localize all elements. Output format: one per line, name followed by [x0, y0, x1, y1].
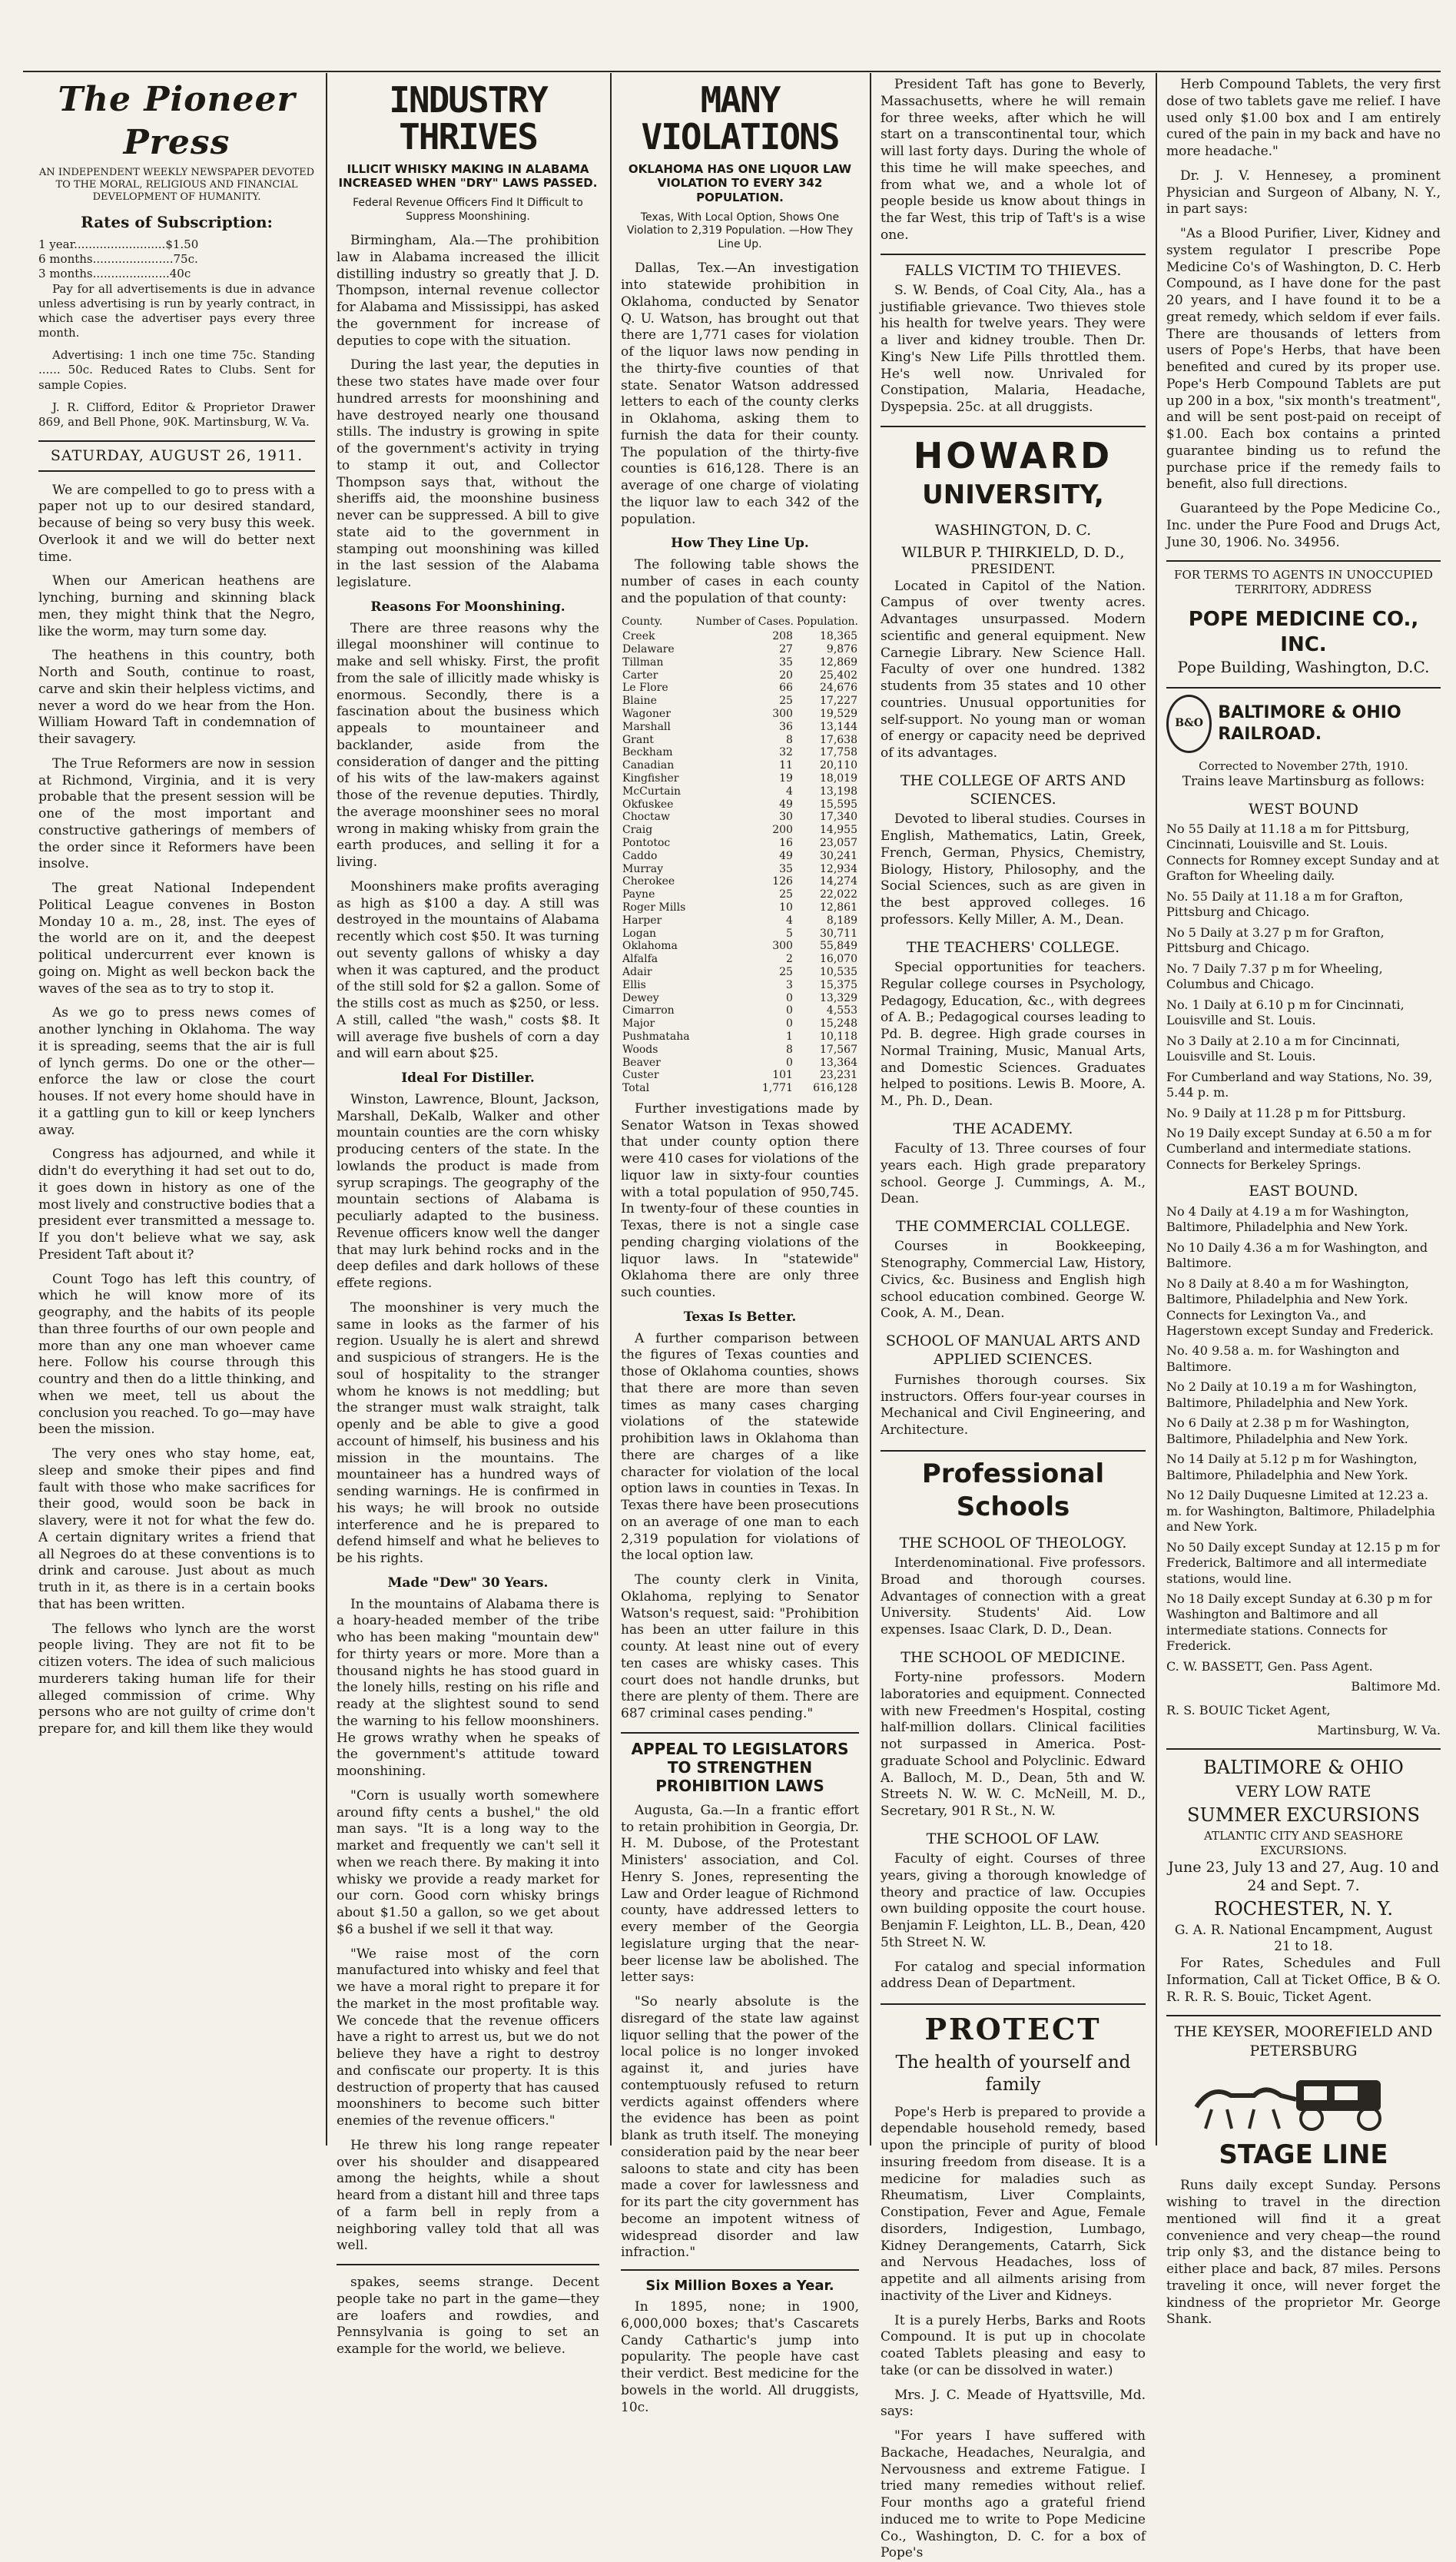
table-cell: 27: [779, 643, 793, 656]
table-cell: Blaine: [622, 695, 657, 708]
table-row: [621, 979, 859, 992]
health-subheading: The health of yourself and family: [895, 2052, 1131, 2096]
table-cell: Canadian: [622, 759, 675, 772]
agent-city: Martinsburg, W. Va.: [1317, 1723, 1441, 1738]
school-heading: THE ACADEMY.: [953, 1120, 1073, 1137]
table-cell: Murray: [622, 862, 663, 875]
table-cell: 17,638: [820, 733, 857, 746]
article-paragraph: President Taft has gone to Beverly, Massachusetts, where he will remain for three weeks, after which he will start on a transcontinental tour, which will last forty days. During the whole of this time he will make speeches, and from what we, and a whole lot of people beside us know about things in the far West, this trip of Taft's is a wise one.: [881, 77, 1146, 243]
west-bound-heading: WEST BOUND: [1249, 800, 1358, 818]
timetable-corrected: Corrected to November 27th, 1910.: [1199, 758, 1408, 773]
president-name: WILBUR P. THIRKIELD, D. D.,: [901, 543, 1125, 561]
table-row: [621, 1017, 859, 1030]
table-cell: 616,128: [813, 1082, 857, 1095]
train-entry: No 12 Daily Duquesne Limited at 12.23 a. m. for Washington, Baltimore, Philadelphia and New York.: [1166, 1488, 1435, 1535]
table-cell: 19,529: [820, 708, 857, 721]
table-row: [621, 850, 859, 863]
table-cell: 208: [772, 630, 793, 643]
table-row: [621, 682, 859, 695]
table-cell: 13,364: [820, 1056, 857, 1069]
train-entry: No 19 Daily except Sunday at 6.50 a m for Cumberland and intermediate stations. Connects for Berkeley Springs.: [1166, 1125, 1431, 1172]
table-cell: 49: [779, 849, 793, 862]
table-cell: 25: [779, 888, 793, 901]
agent-name: C. W. BASSETT, Gen. Pass Agent.: [1166, 1658, 1373, 1674]
table-cell: 15,375: [820, 978, 857, 991]
table-cell: Beckham: [622, 746, 673, 759]
timetable-intro: Trains leave Martinsburg as follows:: [1182, 773, 1425, 789]
table-cell: Carter: [622, 669, 658, 682]
ad-paragraph: Herb Compound Tablets, the very first dose of two tablets gave me relief. I have used only $1.00 box and I am entirely cured of the pain in my back and have no more headache.": [1166, 77, 1441, 159]
table-header-row: [621, 615, 859, 630]
table-cell: 14,955: [820, 824, 857, 837]
table-cell: 16: [779, 837, 793, 849]
table-row: [621, 914, 859, 928]
table-row: [621, 966, 859, 979]
subheading: Made "Dew" 30 Years.: [387, 1575, 549, 1591]
bo-railroad-name: BALTIMORE & OHIO RAILROAD.: [1218, 702, 1401, 744]
headline: MANY VIOLATIONS: [641, 79, 839, 158]
ad-paragraph: Interdenominational. Five professors. Broad and thorough courses. Advantages of connection with a great University. Students' Aid. Low expenses. Isaac Clark, D. D., Dean.: [881, 1555, 1146, 1638]
train-entry: No. 7 Daily 7.37 p m for Wheeling, Columbus and Chicago.: [1166, 961, 1383, 992]
ad-paragraph: For catalog and special information address Dean of Department.: [881, 1959, 1146, 1992]
article-paragraph: The county clerk in Vinita, Oklahoma, replying to Senator Watson's request, said: "Prohibition has been an utter failure in this county. At least nine out of every ten cases are whisky cases. This court does not handle drunks, but there are plenty of them. There are 687 criminal cases pending.": [621, 1572, 859, 1722]
table-cell: Roger Mills: [622, 901, 686, 914]
subheading: FALLS VICTIM TO THIEVES.: [881, 254, 1146, 280]
table-cell: Alfalfa: [622, 953, 658, 966]
rate-3-months: 3 months.....................40c: [38, 267, 191, 281]
table-cell: 18,365: [820, 630, 857, 643]
table-cell: 55,849: [820, 940, 857, 953]
summer-excursions: SUMMER EXCURSIONS: [1187, 1804, 1420, 1827]
school-heading: SCHOOL OF MANUAL ARTS AND APPLIED SCIENCES.: [885, 1332, 1141, 1369]
ad-paragraph: For Rates, Schedules and Full Information, Call at Ticket Office, B & O. R. R. R. S. Bouic, Ticket Agent.: [1166, 1956, 1441, 2005]
train-entry: No 50 Daily except Sunday at 12.15 p m for Frederick, Baltimore and all intermediate stations, would line.: [1166, 1539, 1440, 1586]
table-cell: 13,329: [820, 991, 857, 1004]
subheading: Ideal For Distiller.: [401, 1070, 535, 1087]
editorial-paragraph: As we go to press news comes of another lynching in Oklahoma. The way it is spreading, seems that the air is full of lynch germs. Do one or the other—enforce the law or close the court houses. If not every home should have in it a gattling gun to kill or keep lynchers away.: [38, 1005, 315, 1138]
train-entry: No. 9 Daily at 11.28 p m for Pittsburg.: [1166, 1105, 1406, 1120]
table-row: [621, 953, 859, 966]
protect-heading: PROTECT: [881, 2003, 1146, 2049]
column-rule: [326, 73, 327, 2146]
editorial-paragraph: Count Togo has left this country, of which he will know more of its geography, and the habits of its people than three fourths of our own people and more than any one man whoever came here. Follow his course through this country and then do a little thinking, and when we meet, tell us about the conclusion you reached. To go—may have been the mission.: [38, 1271, 315, 1438]
table-total-row: [621, 1082, 859, 1095]
article-paragraph: In the mountains of Alabama there is a hoary-headed member of the tribe who has been making "mountain dew" for thirty years or more. More than a thousand nights he has stood guard in the lonely hills, resting on his rifle and ready at the slightest sound to send the warning to his fellow moonshiners. He grows wrathy when he speaks of the government's attitude toward moonshining.: [337, 1596, 599, 1780]
ad-paragraph: Special opportunities for teachers. Regular college courses in Psychology, Pedagogy, Education, &c., with degrees of A. B.; Pedagogical courses leading to Pd. B. degree. High grade courses in Normal Training, Music, Manual Arts, and Domestic Sciences. Graduates helped to positions. Lewis B. Moore, A. M., Ph. D., Dean.: [881, 960, 1146, 1110]
table-cell: 32: [779, 746, 793, 759]
table-row: [621, 630, 859, 643]
train-entry: For Cumberland and way Stations, No. 39, 5.44 p. m.: [1166, 1069, 1433, 1100]
editorial-paragraph: We are compelled to go to press with a paper not up to our desired standard, because of being so very busy this week. Overlook it and we will do better next time.: [38, 482, 315, 565]
table-cell: Ellis: [622, 978, 646, 991]
train-entry: No 55 Daily at 11.18 a m for Pittsburg, Cincinnati, Louisville and St. Louis. Connects for Romney except Sunday and at Grafton for Wheeling daily.: [1166, 821, 1439, 884]
train-entry: No. 55 Daily at 11.18 a m for Grafton, Pittsburg and Chicago.: [1166, 888, 1404, 920]
editorial-paragraph: Congress has adjourned, and while it didn't do everything it had set out to do, it goes down in history as one of the most lively and constructive bodies that a president ever transmitted a message to. If you don't believe what we say, ask President Taft about it?: [38, 1147, 315, 1263]
ad-paragraph: Furnishes thorough courses. Six instructors. Offers four-year courses in Mechanical and Civil Engineering, and Architecture.: [881, 1372, 1146, 1439]
train-entry: No 14 Daily at 5.12 p m for Washington, Baltimore, Philadelphia and New York.: [1166, 1452, 1418, 1482]
article-paragraph: There are three reasons why the illegal moonshiner will continue to make and sell whisky. First, the profit from the sale of illicitly made whisky is enormous. Secondly, there is a fascination about the business which appeals to mountaineer and backlander, aside from the consideration of danger and the pitting of his wits of the law-makers against those of the revenue deputies. Thirdly, the average moonshiner sees no moral wrong in making whisky from grain the earth produces, and selling it for a living.: [337, 620, 599, 871]
top-rule: [23, 71, 1441, 72]
table-cell: Dewey: [622, 991, 659, 1004]
column-industry-thrives: [329, 77, 607, 2358]
advertising-rates: Advertising: 1 inch one time 75c. Standing ...... 50c. Reduced Rates to Clubs. Sent for sample Copies.: [38, 348, 315, 392]
issue-date: SATURDAY, AUGUST 26, 1911.: [38, 440, 315, 471]
train-entry: No. 1 Daily at 6.10 p m for Cincinnati, Louisville and St. Louis.: [1166, 997, 1405, 1028]
table-cell: 4: [786, 785, 793, 798]
table-cell: 15,248: [820, 1017, 857, 1030]
table-cell: Craig: [622, 824, 653, 837]
school-heading: THE SCHOOL OF THEOLOGY.: [899, 1534, 1127, 1551]
university-heading: UNIVERSITY,: [922, 479, 1104, 510]
subdeck: Federal Revenue Officers Find It Difficult to Suppress Moonshining.: [353, 197, 583, 223]
article-paragraph: Dallas, Tex.—An investigation into statewide prohibition in Oklahoma, conducted by Senator Q. U. Watson, has brought out that there are 1,771 cases for violation of the liquor laws now pending in the thirty-five counties of that state. Senator Watson addressed letters to each of the county clerks in Oklahoma, asking them to furnish the data for their county. The population of the thirty-five counties is 616,128. There is an average of one charge of violating the liquor law to each 342 of the population.: [621, 261, 859, 527]
headline: INDUSTRY THRIVES: [389, 79, 547, 158]
subheading: Texas Is Better.: [683, 1309, 797, 1325]
table-row: [621, 669, 859, 682]
table-cell: 17,758: [820, 746, 857, 759]
appeal-headline: APPEAL TO LEGISLATORS TO STRENGTHEN PROHIBITION LAWS: [621, 1732, 859, 1795]
low-rate: VERY LOW RATE: [1235, 1782, 1371, 1801]
table-cell: 25,402: [820, 669, 857, 682]
ad-paragraph: Devoted to liberal studies. Courses in English, Mathematics, Latin, Greek, French, German, Physics, Chemistry, Biology, History, Philosophy, and the Social Sciences, such as are given in the best approved colleges. 16 professors. Kelly Miller, A. M., Dean.: [881, 811, 1146, 928]
table-cell: 19: [779, 772, 793, 785]
table-cell: 8,189: [826, 914, 857, 927]
table-row: [621, 1069, 859, 1082]
table-cell: McCurtain: [622, 785, 682, 798]
table-cell: 25: [779, 695, 793, 708]
table-cell: Cimarron: [622, 1004, 675, 1017]
table-cell: 300: [772, 940, 793, 953]
ad-paragraph: Located in Capitol of the Nation. Campus of over twenty acres. Advantages unsurpassed. Modern scientific and general equipment. New Carnegie Library. New Science Hall. Faculty of over one hundred. 1382 students from 35 states and 10 other countries. Unusual opportunities for self-support. No young man or woman of energy or capacity need be deprived of its advantages.: [881, 578, 1146, 762]
table-header: Population.: [796, 616, 858, 629]
ad-paragraph: Forty-nine professors. Modern laboratories and equipment. Connected with new Freedmen's Hospital, costing half-million dollars. Clinical facilities not surpassed in America. Post-graduate School and Polyclinic. Edward A. Balloch, M. D., Dean, 5th and W. Streets N. W. W. C. McNeill, M. D., Secretary, 901 R St., N. W.: [881, 1670, 1146, 1820]
table-cell: Tillman: [622, 655, 664, 669]
table-cell: 30,711: [820, 927, 857, 940]
table-header: County.: [622, 616, 663, 629]
train-entry: No 8 Daily at 8.40 a m for Washington, Baltimore, Philadelphia and New York. Connects for Lexington Va., and Hagerstown except Sunday and Frederick.: [1166, 1276, 1434, 1338]
atlantic-city: ATLANTIC CITY AND SEASHORE EXCURSIONS.: [1204, 1828, 1403, 1857]
table-cell: Logan: [622, 927, 657, 940]
article-paragraph: Augusta, Ga.—In a frantic effort to retain prohibition in Georgia, Dr. H. M. Dubose, of the Protestant Ministers' association, and Col. Henry S. Jones, representing the Law and Order league of Richmond county, have addressed letters to every member of the Georgia legislature urging that the near-beer license law be abolished. The letter says:: [621, 1802, 859, 1986]
rate-6-months: 6 months......................75c.: [38, 252, 198, 267]
table-cell: 101: [772, 1069, 793, 1082]
masthead: The Pioneer Press: [58, 80, 296, 163]
agent-city: Baltimore Md.: [1351, 1679, 1441, 1694]
table-row: [621, 785, 859, 798]
train-entry: No 6 Daily at 2.38 p m for Washington, Baltimore, Philadelphia and New York.: [1166, 1415, 1410, 1446]
train-entry: No 5 Daily at 3.27 p m for Grafton, Pittsburg and Chicago.: [1166, 924, 1385, 956]
agents-note: FOR TERMS TO AGENTS IN UNOCCUPIED TERRITORY, ADDRESS: [1166, 560, 1441, 597]
table-cell: 0: [786, 991, 793, 1004]
table-cell: Le Flore: [622, 682, 668, 695]
ad-paragraph: Pope's Herb is prepared to provide a dependable household remedy, based upon the principle of purity of blood insuring freedom from disease. It is a medicine for maladies such as Rheumatism, Liver Complaints, Constipation, Fever and Ague, Female disorders, Indigestion, Lumbago, Kidney Derangements, Catarrh, Sick and Nervous Headaches, loss of appetite and all ailments arising from inactivity of the Liver and Kidneys.: [881, 2104, 1146, 2304]
table-row: [621, 1004, 859, 1017]
table-cell: Wagoner: [622, 708, 671, 721]
column-rule: [870, 73, 871, 2146]
table-row: [621, 734, 859, 747]
school-heading: THE TEACHERS' COLLEGE.: [906, 938, 1120, 956]
table-cell: 23,231: [820, 1069, 857, 1082]
column-rule: [1156, 73, 1157, 2146]
table-row: [621, 1057, 859, 1070]
column-many-violations: [613, 77, 867, 2415]
ad-paragraph: Guaranteed by the Pope Medicine Co., Inc. under the Pure Food and Drugs Act, June 30, 1906. No. 34956.: [1166, 501, 1441, 550]
rate-year: 1 year.........................$1.50: [38, 237, 199, 251]
table-cell: 66: [779, 682, 793, 695]
school-heading: THE COMMERCIAL COLLEGE.: [895, 1218, 1131, 1236]
ad-paragraph: Mrs. J. C. Meade of Hyattsville, Md. says:: [881, 2387, 1146, 2420]
table-cell: Caddo: [622, 849, 658, 862]
article-paragraph: "We raise most of the corn manufactured into whisky and feel that we have a moral right to prepare it for the market in the most profitable way. We concede that the revenue officers have a right to arrest us, but we do not believe they have a right to destroy and confiscate our property. It is this destruction of property that has caused moonshiners to become such bitter enemies of the revenue officers.": [337, 1946, 599, 2129]
table-cell: 10: [779, 901, 793, 914]
county-table: [621, 615, 859, 1095]
table-cell: 30: [779, 811, 793, 824]
ad-paragraph: It is a purely Herbs, Barks and Roots Compound. It is put up in chocolate coated Tablets pleasing and easy to take (or can be dissolved in water.): [881, 2312, 1146, 2378]
train-entry: No. 40 9.58 a. m. for Washington and Baltimore.: [1166, 1343, 1400, 1374]
table-cell: 12,861: [820, 901, 857, 914]
column-howard-university: [873, 77, 1153, 2561]
table-cell: 0: [786, 1017, 793, 1030]
table-cell: 30,241: [820, 849, 857, 862]
column-editorial: [31, 74, 323, 2146]
table-cell: Okfuskee: [622, 798, 674, 811]
table-row: [621, 1030, 859, 1044]
table-cell: 0: [786, 1004, 793, 1017]
table-cell: 14,274: [820, 875, 857, 888]
president-title: PRESIDENT.: [970, 561, 1056, 577]
table-cell: 35: [779, 862, 793, 875]
ad-paragraph: Runs daily except Sunday. Persons wishing to travel in the direction mentioned will find it a great convenience and very cheap—the round trip only $3, and the distance being to either place and back, 87 miles. Persons traveling it once, will never forget the kindness of the proprietor Mr. George Shank.: [1166, 2178, 1441, 2328]
table-cell: 12,934: [820, 862, 857, 875]
train-entry: No 3 Daily at 2.10 a m for Cincinnati, Louisville and St. Louis.: [1166, 1033, 1401, 1064]
table-cell: 49: [779, 798, 793, 811]
table-row: [621, 798, 859, 811]
train-entry: No 10 Daily 4.36 a m for Washington, and Baltimore.: [1166, 1240, 1428, 1271]
table-cell: 126: [772, 875, 793, 888]
table-cell: Oklahoma: [622, 940, 678, 953]
school-heading: THE COLLEGE OF ARTS AND SCIENCES.: [900, 772, 1126, 808]
table-cell: 4: [786, 914, 793, 927]
table-cell: Creek: [622, 630, 655, 643]
table-cell: Choctaw: [622, 811, 670, 824]
masthead-subtitle: AN INDEPENDENT WEEKLY NEWSPAPER DEVOTED TO THE MORAL, RELIGIOUS AND FINANCIAL DEVELOPMENT OF HUMANITY.: [38, 166, 315, 204]
east-bound-list: [1166, 1204, 1441, 1654]
gar-encampment: G. A. R. National Encampment, August 21 to 18.: [1174, 1922, 1433, 1955]
table-row: [621, 656, 859, 669]
table-cell: 1,771: [761, 1082, 793, 1095]
table-cell: 200: [772, 824, 793, 837]
rates-note: Pay for all advertisements is due in advance unless advertising is run by yearly contract, in which case the advertiser pays every three month.: [38, 281, 315, 340]
table-cell: 10,118: [820, 1030, 857, 1043]
table-cell: 22,022: [820, 888, 857, 901]
deck: ILLICIT WHISKY MAKING IN ALABAMA INCREASED WHEN "DRY" LAWS PASSED.: [338, 161, 598, 191]
subheading: How They Line Up.: [671, 536, 809, 552]
bo-seal-icon: B&O: [1166, 695, 1212, 753]
rates-heading: Rates of Subscription:: [81, 213, 273, 232]
article-paragraph: Further investigations made by Senator Watson in Texas showed that under county option there were 410 cases for violations of the liquor law in sixty-four counties with a total population of 950,745. In twenty-four of these counties in Texas, there is not a single case pending charging violations of the liquor laws. In "statewide" Oklahoma there are only three such counties.: [621, 1100, 859, 1301]
article-paragraph: A further comparison between the figures of Texas counties and those of Oklahoma counties, shows that there are more than seven times as many cases charging violations of the statewide prohibition laws in Oklahoma than there are charges of a like character for violation of the local option laws in counties in Texas. In Texas there have been prosecutions on an average of one man to each 2,319 population for violations of the local option law.: [621, 1330, 859, 1564]
table-cell: 15,595: [820, 798, 857, 811]
table-cell: 17,340: [820, 811, 857, 824]
editorial-paragraph: The very ones who stay home, eat, sleep and smoke their pipes and find fault with those who make sacrifices for their good, would soon be back in slavery, were it not for what the few do. A certain dignitary writes a friend that all Negroes do at these conventions is to drink and carouse. Just about as much truth in it, as there is in a certain books that has been written.: [38, 1446, 315, 1612]
table-cell: Grant: [622, 733, 654, 746]
table-cell: Cherokee: [622, 875, 675, 888]
table-body: [621, 630, 859, 1082]
ad-paragraph: Courses in Bookkeeping, Stenography, Commercial Law, History, Civics, &c. Business and English high school education combined. George W. Cook, A. M., Dean.: [881, 1239, 1146, 1322]
editorial-paragraph: When our American heathens are lynching, burning and skinning black men, they might think that the Negro, like the worm, may turn some day.: [38, 573, 315, 639]
table-cell: Major: [622, 1017, 655, 1030]
article-paragraph: Moonshiners make profits averaging as high as $100 a day. A still was destroyed in the mountains of Alabama recently which cost $50. It was turning out seventy gallons of whisky a day when it was captured, and the product of the still sold for $2 a gallon. Some of the stills cost as much as $250, or less. A still, called "the wash," costs $8. It will average five bushels of corn a day and will earn about $25.: [337, 878, 599, 1062]
table-cell: 16,070: [820, 953, 857, 966]
table-row: [621, 940, 859, 953]
table-cell: 11: [779, 759, 793, 772]
table-cell: 5: [786, 927, 793, 940]
table-row: [621, 888, 859, 901]
column-railroad: [1159, 77, 1448, 2328]
table-cell: 20: [779, 669, 793, 682]
pope-medicine-name: POPE MEDICINE CO., INC.: [1188, 607, 1419, 656]
table-row: [621, 928, 859, 941]
table-cell: 17,567: [820, 1043, 857, 1056]
table-cell: Marshall: [622, 720, 671, 733]
table-cell: Beaver: [622, 1056, 661, 1069]
table-cell: 4,553: [826, 1004, 857, 1017]
table-row: [621, 811, 859, 824]
table-cell: 13,198: [820, 785, 857, 798]
table-cell: 35: [779, 655, 793, 669]
article-paragraph: The following table shows the number of cases in each county and the population of that county:: [621, 557, 859, 606]
article-paragraph: spakes, seems strange. Decent people take no part in the game—they are loafers and rowdies, and Pennsylvania is going to set an example for the world, we believe.: [337, 2275, 599, 2358]
table-cell: 2: [786, 953, 793, 966]
table-row: [621, 1044, 859, 1057]
table-cell: Adair: [622, 965, 652, 978]
article-paragraph: "So nearly absolute is the disregard of the state law against liquor selling that the power of the local police is no longer invoked against it, and juries have contemptuously refused to return verdicts against offenders where the evidence has been as point blank as truth itself. The moneying consideration paid by the near beer saloons to state and city has been made a cover for lawlessness and for its part the city government has become an impotent witness of widespread disorder and law infraction.": [621, 1994, 859, 2261]
table-cell: 3: [786, 978, 793, 991]
table-cell: 0: [786, 1056, 793, 1069]
article-paragraph: "Corn is usually worth somewhere around fifty cents a bushel," the old man says. "It is a long way to the market and frequently we can't sell it when we reach there. By making it into whisky we provide a ready market for our corn. Good corn whisky brings about $1.50 a gallon, so we get about $6 a bushel if we sell it that way.: [337, 1787, 599, 1937]
table-cell: 8: [786, 1043, 793, 1056]
column-rule: [610, 73, 612, 2146]
article-paragraph: Birmingham, Ala.—The prohibition law in Alabama increased the illicit distilling industry so greatly that J. D. Thompson, internal revenue collector for Alabama and Mississippi, has asked the government for increase of deputies to cope with the situation.: [337, 233, 599, 349]
ad-paragraph: Faculty of 13. Three courses of four years each. High grade preparatory school. George J. Cummings, A. M., Dean.: [881, 1141, 1146, 1207]
school-heading: THE SCHOOL OF MEDICINE.: [900, 1648, 1126, 1666]
divider: [337, 2264, 599, 2265]
article-paragraph: Winston, Lawrence, Blount, Jackson, Marshall, DeKalb, Walker and other mountain counties are the corn whisky producing centers of the state. In the lowlands the product is made from syrup scrapings. The geography of the mountain sections of Alabama is peculiarly adapted to the business. Revenue officers know well the danger that may lurk behind rocks and in the deep defiles and dark hollows of these effete regions.: [337, 1091, 599, 1292]
table-row: [621, 746, 859, 759]
rochester: ROCHESTER, N. Y.: [1214, 1897, 1393, 1920]
table-row: [621, 837, 859, 850]
editor-info: J. R. Clifford, Editor & Proprietor Drawer 869, and Bell Phone, 90K. Martinsburg, W. Va.: [38, 400, 315, 430]
bo-railroad-logo: [1166, 687, 1441, 753]
article-paragraph: During the last year, the deputies in these two states have made over four hundred arrests for moonshining and have destroyed nearly one thousand stills. The industry is growing in spite of the government's activity in trying to stamp it out, and Collector Thompson says that, without the sheriffs aid, the moonshine business never can be suppressed. A bill to give state aid to the government in stamping out moonshining was killed in the last session of the Alabama legislature.: [337, 357, 599, 591]
table-cell: Kingfisher: [622, 772, 679, 785]
table-row: [621, 875, 859, 888]
agent-name: R. S. BOUIC Ticket Agent,: [1166, 1702, 1331, 1717]
table-row: [621, 721, 859, 734]
table-cell: 10,535: [820, 965, 857, 978]
keyser-heading: THE KEYSER, MOOREFIELD AND PETERSBURG: [1166, 2015, 1441, 2060]
stage-line-heading: STAGE LINE: [1219, 2139, 1388, 2170]
table-cell: Total: [622, 1082, 650, 1095]
table-cell: 18,019: [820, 772, 857, 785]
subdeck: Texas, With Local Option, Shows One Violation to 2,319 Population. —How They Line Up.: [626, 211, 854, 251]
excursion-dates: June 23, July 13 and 27, Aug. 10 and 24 and Sept. 7.: [1168, 1859, 1439, 1895]
ad-paragraph: Dr. J. V. Hennesey, a prominent Physician and Surgeon of Albany, N. Y., in part says:: [1166, 168, 1441, 217]
stagecoach-icon: [1181, 2065, 1427, 2134]
table-cell: 23,057: [820, 837, 857, 849]
table-row: [621, 643, 859, 656]
train-entry: No 2 Daily at 10.19 a m for Washington, Baltimore, Philadelphia and New York.: [1166, 1379, 1418, 1410]
table-cell: Delaware: [622, 643, 675, 656]
ad-headline: Six Million Boxes a Year.: [621, 2269, 859, 2295]
location: WASHINGTON, D. C.: [934, 522, 1092, 539]
table-cell: 9,876: [826, 643, 857, 656]
table-cell: 12,869: [820, 655, 857, 669]
table-row: [621, 824, 859, 837]
east-bound-heading: EAST BOUND.: [1249, 1183, 1358, 1200]
table-row: [621, 695, 859, 708]
table-cell: Pontotoc: [622, 837, 671, 849]
table-row: [621, 772, 859, 785]
table-row: [621, 708, 859, 721]
table-cell: 1: [786, 1030, 793, 1043]
table-row: [621, 759, 859, 772]
table-cell: 8: [786, 733, 793, 746]
pope-medicine-address: Pope Building, Washington, D.C.: [1177, 658, 1430, 677]
ad-paragraph: "As a Blood Purifier, Liver, Kidney and system regulator I prescribe Pope Medicine Co's of Washington, D. C. Herb Compound, as I have done for the past 20 years, and I have found it to be a great remedy, which seldom if ever fails. There are thousands of letters from users of Pope's Herbs, that have been benefited and cured by its proper use. Pope's Herb Compound Tablets are put up 200 in a box, "six month's treatment", and will be sent post-paid on receipt of $1.00. Each box contains a printed guarantee binding us to refund the purchase price if the remedy fails to benefit, also full directions.: [1166, 226, 1441, 493]
table-cell: Woods: [622, 1043, 658, 1056]
deck: OKLAHOMA HAS ONE LIQUOR LAW VIOLATION TO EVERY 342 POPULATION.: [628, 161, 852, 205]
table-cell: Custer: [622, 1069, 659, 1082]
ad-paragraph: Faculty of eight. Courses of three years, giving a thorough knowledge of theory and practice of law. Occupies own building opposite the court house. Benjamin F. Leighton, LL. B., Dean, 420 5th Street N. W.: [881, 1851, 1146, 1950]
editorial-paragraph: The great National Independent Political League convenes in Boston Monday 10 a. m., 28, inst. The eyes of the world are on it, and the deepest political undercurrent ever known is going on. Might as well beckon back the waves of the sea as to try to stop it.: [38, 881, 315, 997]
ad-paragraph: In 1895, none; in 1900, 6,000,000 boxes; that's Cascarets Candy Cathartic's jump into popularity. The people have cast their verdict. Best medicine for the bowels in the world. All druggists, 10c.: [621, 2299, 859, 2415]
west-bound-list: [1166, 821, 1441, 1173]
table-cell: 25: [779, 965, 793, 978]
table-cell: Payne: [622, 888, 655, 901]
table-cell: 13,144: [820, 720, 857, 733]
ad-paragraph: S. W. Bends, of Coal City, Ala., has a justifiable grievance. Two thieves stole his health for twelve years. They were a liver and kidney trouble. Then Dr. King's New Life Pills throttled them. He's well now. Unrivaled for Constipation, Malaria, Headache, Dyspepsia. 25c. at all druggists.: [881, 282, 1146, 416]
article-paragraph: The moonshiner is very much the same in looks as the farmer of his region. Usually he is alert and shrewd and suspicious of strangers. He is the soul of hospitality to the stranger whom he knows is not meddling; but the stranger must walk straight, talk openly and be able to give a good account of himself, his business and his mission in the mountains. The mountaineer has a hundred ways of sending warnings. He is confirmed in his ways; he will brook no outside interference and he is prepared to defend himself and what he believes to be his rights.: [337, 1299, 599, 1567]
editorial-paragraph: The True Reformers are now in session at Richmond, Virginia, and it is very probable that the present session will be one of the most important and constructive gatherings of members of the order since it Reformers have been insolve.: [38, 755, 315, 872]
ad-paragraph: "For years I have suffered with Backache, Headaches, Neuralgia, and Nervousness and extreme Fatigue. I tried many remedies without relief. Four months ago a grateful friend induced me to write to Pope Medicine Co., Washington, D. C. for a box of Pope's: [881, 2428, 1146, 2561]
table-row: [621, 863, 859, 876]
table-cell: Harper: [622, 914, 662, 927]
table-row: [621, 901, 859, 914]
editorial-paragraph: The heathens in this country, both North and South, continue to roast, carve and skin their helpless victims, and never a word do we hear from the Hon. William Howard Taft in condemnation of their savagery.: [38, 648, 315, 748]
school-heading: THE SCHOOL OF LAW.: [926, 1830, 1100, 1847]
table-cell: 20,110: [820, 759, 857, 772]
table-cell: 17,227: [820, 695, 857, 708]
table-row: [621, 992, 859, 1005]
table-cell: 300: [772, 708, 793, 721]
howard-heading: HOWARD: [881, 426, 1146, 479]
table-cell: Pushmataha: [622, 1030, 690, 1043]
editorial-paragraph: The fellows who lynch are the worst people living. They are not fit to be citizen voters. The idea of such malicious murderers taking human life for their alleged commission of crime. Why persons who are not guilty of crime don't prepare for, and kill them like they would: [38, 1621, 315, 1737]
bo-excursion-heading: BALTIMORE & OHIO: [1166, 1748, 1441, 1780]
train-entry: No 4 Daily at 4.19 a m for Washington, Baltimore, Philadelphia and New York.: [1166, 1203, 1409, 1235]
table-cell: 36: [779, 720, 793, 733]
professional-schools-heading: Professional Schools: [881, 1450, 1146, 1525]
table-cell: 24,676: [820, 682, 857, 695]
train-entry: No 18 Daily except Sunday at 6.30 p m for Washington and Baltimore and all intermediate stations. Connects for Frederick.: [1166, 1591, 1432, 1654]
subheading: Reasons For Moonshining.: [370, 599, 565, 615]
article-paragraph: He threw his long range repeater over his shoulder and disappeared among the heights, while a shout heard from a distant hill and three taps of a farm bell in reply from a neighboring valley told that all was well.: [337, 2137, 599, 2254]
table-header: Number of Cases.: [695, 616, 794, 629]
